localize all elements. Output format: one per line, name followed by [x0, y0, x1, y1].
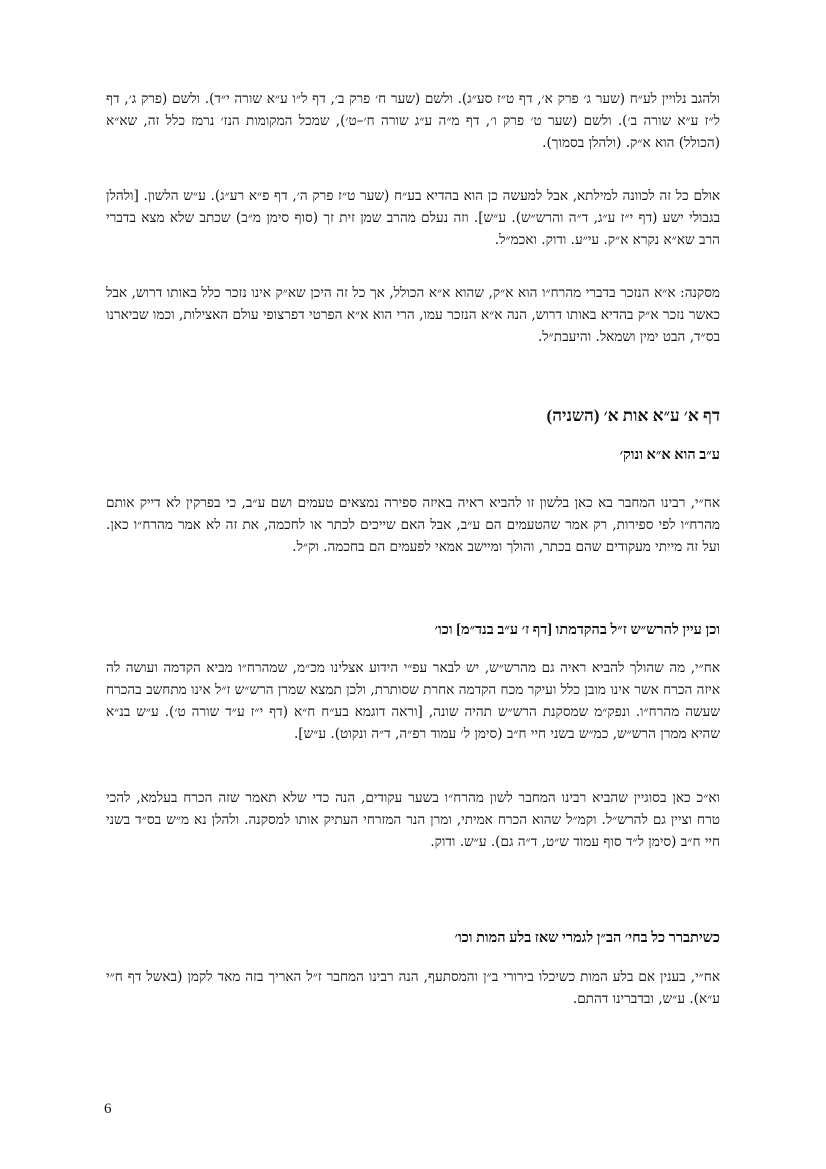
page-number: 6: [104, 1101, 112, 1117]
paragraph-4: אח״י, רבינו המחבר בא כאן בלשון זו להביא ראיה באיזה ספירה נמצאים טעמים ושם ע״ב, כי בפרקין לא דייק אותם מהרח״ו לפי ספירות, רק אמר שהטעמים הם ע״ב, אבל האם שייכים לכתר או לחכמה, את זה לא אמר מהרח״ו כאן. ועל זה מייתי מעקודים שהם בכתר, והולך ומיישב אמאי לפעמים הם בחכמה. וק״ל.: [106, 495, 720, 555]
paragraph-2: אולם כל זה לכוונה למילתא, אבל למעשה כן הוא בהדיא בע״ח (שער ט״ז פרק ה׳, דף פ״א רע״ג). ע״ש הלשון. [ולהלן בגבולי ישע (דף י״ז ע״ג, ד״ה והרש״ש). ע״ש]. וזה נעלם מהרב שמן זית זך (סוף סימן מ״ב) שכתב שלא מצא בדברי הרב שא״א נקרא א״ק. עי״ע. ודוק. ואכמ״ל.: [106, 188, 720, 248]
paragraph-6: וא״כ כאן בסוגיין שהביא רבינו המחבר לשון מהרח״ו בשער עקודים, הנה כדי שלא תאמר שזה הכרח בעלמא, להכי טרח וציין גם להרש״ל. וקמ״ל שהוא הכרח אמיתי, ומרן הנר המזרחי העתיק אותו למסקנה. ולהלן נא מ״ש בס״ד בשני חיי ח״ב (סימן ל״ד סוף עמוד ש״ט, ד״ה גם). ע״ש. ודוק.: [106, 790, 720, 850]
paragraph-5: אח״י, מה שהולך להביא ראיה גם מהרש״ש, יש לבאר עפ״י הידוע אצלינו מכ״מ, שמהרח״ו מביא הקדמה ועושה לה איזה הכרח אשר אינו מובן כלל ועיקר מכח הקדמה אחרת שסותרת, ולכן תמצא שמרן הרש״ש ז״ל אינו מתחשב בהכרח שעשה מהרח״ו. ונפק״מ שמסקנת הרש״ש תהיה שונה, [וראה דוגמא בע״ח ח״א (דף י״ז ע״ד שורה ט׳). ע״ש בנ״א שהיא ממרן הרש״ש, כמ״ש בשני חיי ח״ב (סימן ל׳ עמוד רפ״ה, ד״ה ונקוט). ע״ש].: [106, 660, 720, 742]
subheading-2: וכן עיין להרש״ש ז״ל בהקדמתו [דף ז׳ ע״ב בנד״מ] וכו׳: [434, 622, 720, 638]
paragraph-1: ולהגב נלויין לע״ח (שער ג׳ פרק א׳, דף ט״ז סע״ג). ולשם (שער ח׳ פרק ב׳, דף ל״ו ע״א שורה י״ד). ולשם (פרק ג׳, דף ל״ז ע״א שורה ב׳). ולשם (שער ט׳ פרק ו׳, דף מ״ה ע״ג שורה ח׳–ט׳), שמכל המקומות הנז׳ נרמז כלל זה, שא״א (הכולל) הוא א״ק. (ולהלן בסמוך).: [106, 91, 720, 151]
subheading-3: כשיתברר כל בחי׳ הב״ן לגמרי שאז בלע המות וכו׳: [454, 930, 720, 946]
paragraph-7: אח״י, בענין אם בלע המות כשיכלו בירורי ב״ן והמסתעף, הנה רבינו המחבר ז״ל האריך בזה מאד לקמן (באשל דף ח״י ע״א). ע״ש, ובדברינו דהתם.: [106, 969, 720, 1007]
subheading-1: ע״ב הוא א״א ונוק׳: [619, 447, 720, 463]
paragraph-3: מסקנה: א״א הנזכר בדברי מהרח״ו הוא א״ק, שהוא א״א הכולל, אך כל זה היכן שא״ק אינו נזכר כלל באותו דרוש, אבל כאשר נזכר א״ק בהדיא באותו דרוש, הנה א״א הנזכר עמו, הרי הוא א״א הפרטי דפרצופי עולם האצילות, וכמו שביארנו בס״ד, הבט ימין ושמאל. והיעבת״ל.: [106, 285, 720, 345]
section-heading: דף א׳ ע״א אות א׳ (השניה): [546, 406, 720, 425]
